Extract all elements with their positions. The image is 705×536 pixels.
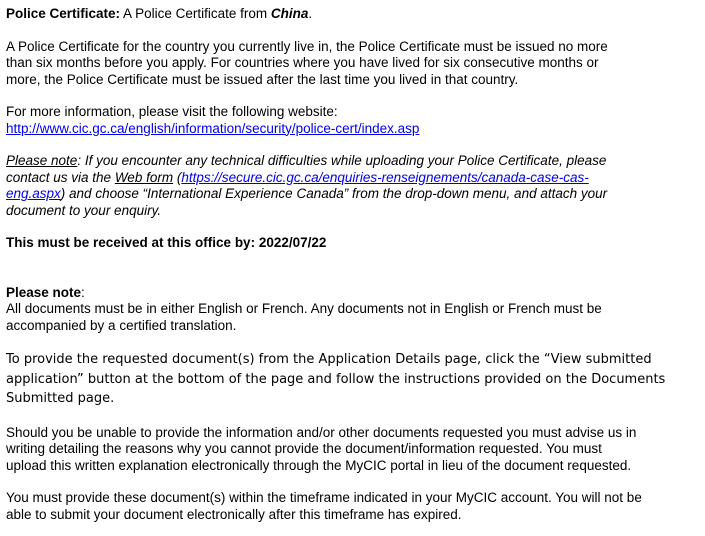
timeframe-line-1: You must provide these document(s) within the timeframe indicated in your MyCIC account. You will not be xyxy=(6,490,642,505)
intro-line-2: than six months before you apply. For countries where you have lived for six consecutive months or xyxy=(6,55,599,70)
unable-line-3: upload this written explanation electronically through the MyCIC portal in lieu of the document requested. xyxy=(6,457,632,473)
heading-text: A Police Certificate from xyxy=(120,6,271,21)
enquiries-link-part-2[interactable]: eng.aspx xyxy=(6,186,61,201)
note-colon: : xyxy=(81,284,85,300)
tech-note-part-3: ) and choose “International Experience Canada” from the drop-down menu, and attach your xyxy=(60,186,608,201)
tech-note-label: Please note xyxy=(6,153,78,168)
technical-note-paragraph xyxy=(6,153,700,219)
provide-documents-paragraph xyxy=(6,350,700,409)
letter-body xyxy=(6,6,700,523)
provide-line-2: application” button at the bottom of the page and follow the instructions provided on the Documents xyxy=(6,371,666,387)
tech-note-part-4: document to your enquiry. xyxy=(6,202,162,218)
intro-line-1: A Police Certificate for the country you currently live in, the Police Certificate must be issued no more xyxy=(6,38,608,54)
more-info-text: For more information, please visit the following website: xyxy=(6,104,338,119)
provide-line-3: Submitted page. xyxy=(6,391,115,406)
provide-line-1: To provide the requested document(s) from the Application Details page, click the “View submitted xyxy=(6,352,652,367)
tech-note-part-2: contact us via the xyxy=(6,169,115,185)
timeframe-paragraph xyxy=(6,490,700,523)
note-label: Please note xyxy=(6,284,82,300)
police-cert-link[interactable]: http://www.cic.gc.ca/english/information/security/police-cert/index.asp xyxy=(6,120,420,136)
more-info-paragraph xyxy=(6,104,700,137)
documents-language-note xyxy=(6,285,700,335)
deadline-text: This must be received at this office by: 2022/07/22 xyxy=(6,235,327,250)
intro-line-3: more, the Police Certificate must be issued after the last time you lived in that country. xyxy=(6,71,519,87)
unable-to-provide-paragraph xyxy=(6,425,700,475)
heading-country: China xyxy=(270,6,309,21)
deadline-statement xyxy=(6,235,700,252)
unable-line-2: writing detailing the reasons why you cannot provide the document/information requested. You must xyxy=(6,441,602,456)
tech-note-part-1: : If you encounter any technical difficulties while uploading your Police Certificate, please xyxy=(77,153,607,168)
tech-note-paren: ( xyxy=(173,169,182,185)
enquiries-link-part-1[interactable]: https://secure.cic.gc.ca/enquiries-renseignements/canada-case-cas- xyxy=(181,169,589,185)
heading-label: Police Certificate: xyxy=(6,6,121,21)
intro-paragraph xyxy=(6,39,700,89)
police-certificate-heading xyxy=(6,6,700,23)
web-form-link[interactable]: Web form xyxy=(114,169,174,185)
unable-line-1: Should you be unable to provide the information and/or other documents requested you must advise us in xyxy=(6,424,637,440)
heading-period: . xyxy=(308,6,313,21)
note-line-2: accompanied by a certified translation. xyxy=(6,317,237,333)
note-line-1: All documents must be in either English or French. Any documents not in English or French must be xyxy=(6,301,602,316)
timeframe-line-2: able to submit your document electronically after this timeframe has expired. xyxy=(6,506,462,522)
